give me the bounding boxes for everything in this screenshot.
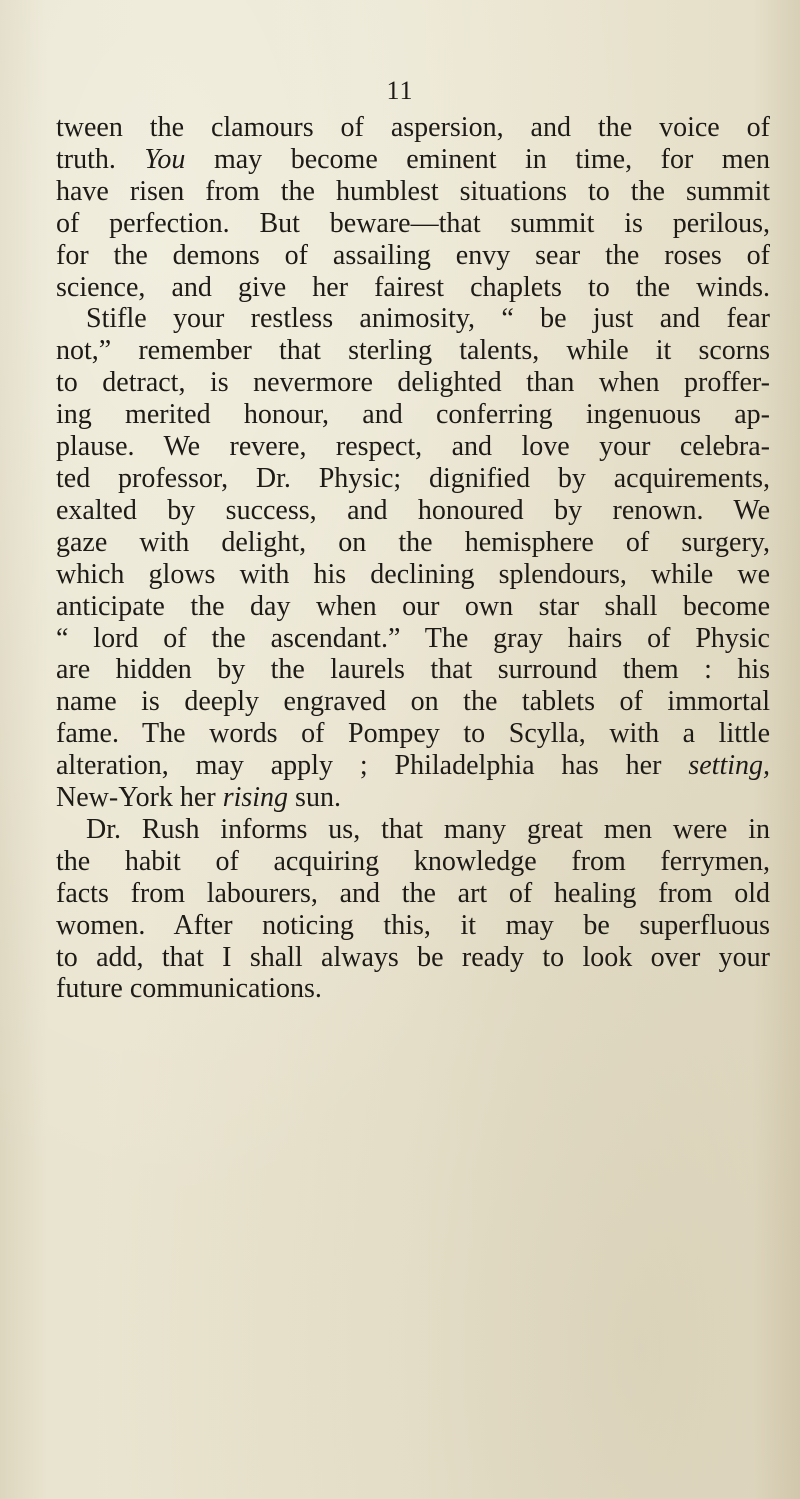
text-fragment: New-York her (56, 782, 216, 814)
text-line: ing merited honour, and conferring ingenuous ap- (56, 399, 770, 431)
text-line: name is deeply engraved on the tablets of immortal (56, 686, 770, 718)
text-line: which glows with his declining splendours, while we (56, 558, 770, 590)
paragraph-start-line: Stifle your restless animosity, “ be just and fear (86, 303, 770, 335)
text-line: “ lord of the ascendant.” The gray hairs of Physic (56, 622, 770, 654)
text-fragment: may become eminent in time, for men (213, 143, 770, 175)
text-line: fame. The words of Pompey to Scylla, with a little (56, 718, 770, 750)
text-fragment: truth. (56, 143, 116, 175)
text-line: facts from labourers, and the art of healing from old (56, 877, 770, 909)
text-line: exalted by success, and honoured by renown. We (56, 494, 770, 526)
text-line: tween the clamours of aspersion, and the voice of (56, 112, 770, 143)
italic-word: You (144, 143, 186, 175)
text-line: science, and give her fairest chaplets to the winds. (56, 271, 770, 303)
paragraph-end-line: future communications. (56, 973, 322, 1005)
italic-word: setting, (688, 750, 771, 782)
page-number: 11 (386, 76, 414, 105)
text-line: plause. We revere, respect, and love your celebra- (56, 431, 770, 463)
text-line: to add, that I shall always be ready to look over your (56, 941, 770, 973)
text-line: have risen from the humblest situations to the summit (56, 175, 770, 207)
text-line: of perfection. But beware—that summit is perilous, (56, 207, 770, 239)
text-fragment: alteration, may apply ; Philadelphia has her (56, 750, 662, 782)
text-line: are hidden by the laurels that surround them : his (56, 654, 770, 686)
text-line: women. After noticing this, it may be superfluous (56, 909, 770, 941)
text-line (56, 750, 770, 782)
text-fragment: sun. (295, 782, 341, 814)
text-line: not,” remember that sterling talents, while it scorns (56, 335, 770, 367)
text-line: ted professor, Dr. Physic; dignified by acquirements, (56, 462, 770, 494)
text-line (56, 144, 770, 176)
text-line: the habit of acquiring knowledge from ferrymen, (56, 845, 770, 877)
text-line: for the demons of assailing envy sear the roses of (56, 239, 770, 271)
text-line: anticipate the day when our own star shall become (56, 590, 770, 622)
paragraph-end-line (56, 782, 770, 814)
paragraph-start-line: Dr. Rush informs us, that many great men were in (86, 813, 770, 845)
text-line: gaze with delight, on the hemisphere of surgery, (56, 526, 770, 558)
italic-word: rising (222, 782, 289, 814)
text-line: to detract, is nevermore delighted than when proffer- (56, 367, 770, 399)
body-text (56, 112, 770, 1005)
